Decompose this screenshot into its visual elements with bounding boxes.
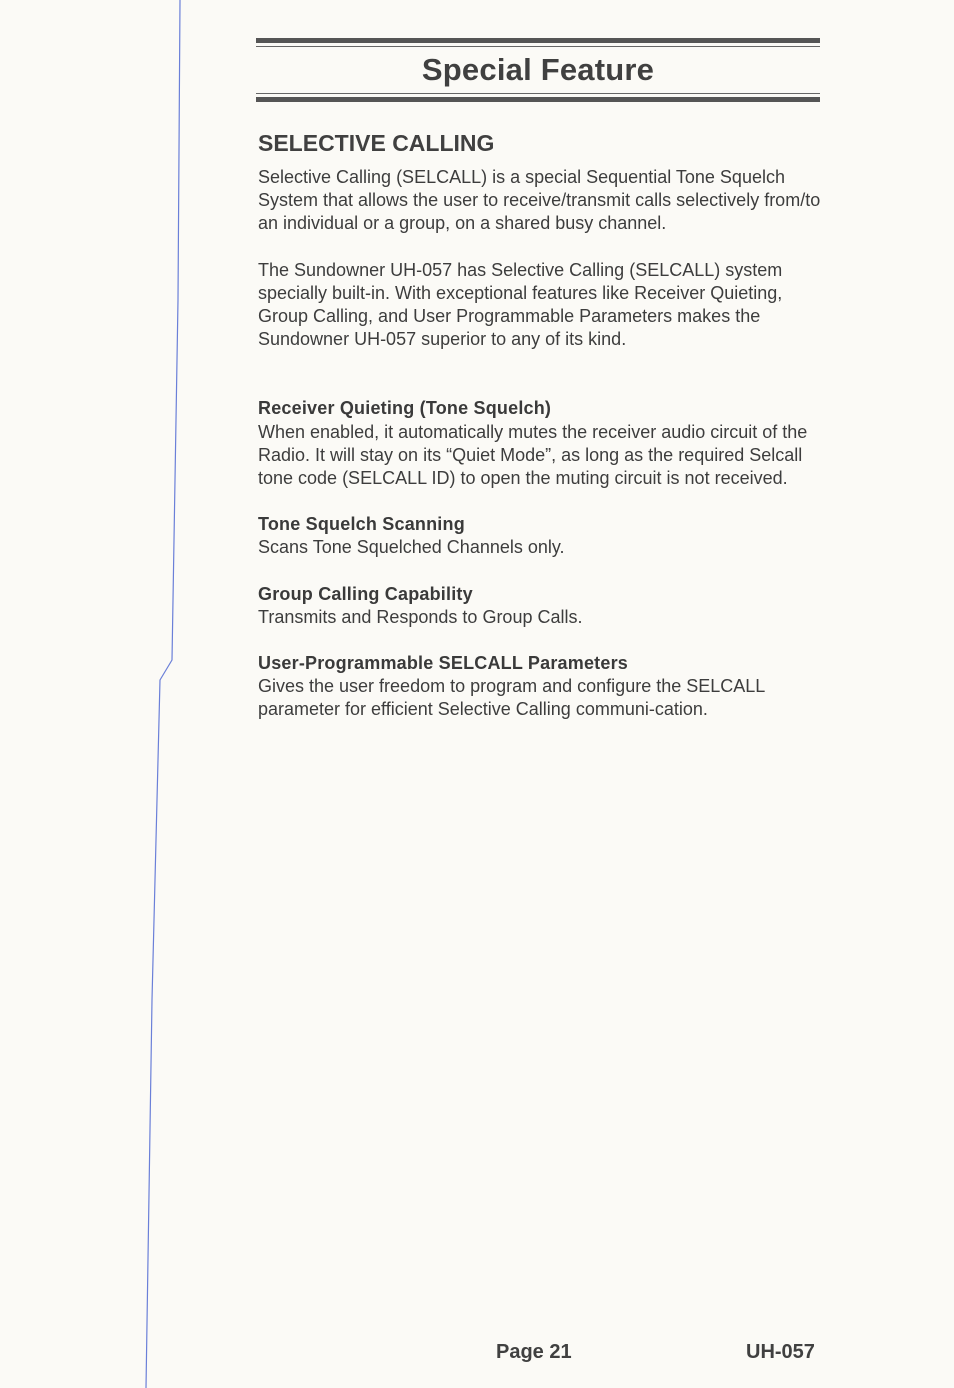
feature-description: Gives the user freedom to program and configure the SELCALL parameter for efficient Selective Calling communi-cation. — [258, 676, 765, 720]
model-code: UH-057 — [746, 1341, 815, 1363]
header-top-rule-thick — [256, 38, 820, 43]
intro-paragraph: Selective Calling (SELCALL) is a special Sequential Tone Squelch System that allows the user to receive/transmit calls selectively from/to an individual or a group, on a shared busy channel. — [258, 167, 821, 234]
feature-title: User-Programmable SELCALL Parameters — [258, 653, 629, 674]
header-bottom-rule-thin — [256, 93, 820, 94]
header-bottom-rule-thick — [256, 97, 820, 102]
page-content — [258, 128, 828, 745]
feature-title: Group Calling Capability — [258, 583, 473, 604]
feature-description: Transmits and Responds to Group Calls. — [258, 606, 583, 627]
feature-item — [258, 513, 828, 559]
feature-description: Scans Tone Squelched Channels only. — [258, 537, 565, 558]
feature-item — [258, 652, 828, 722]
page-title: Special Feature — [421, 52, 655, 87]
feature-item — [258, 397, 828, 490]
feature-item — [258, 583, 828, 629]
page-header — [256, 38, 820, 102]
section-heading: SELECTIVE CALLING — [258, 130, 495, 156]
feature-title: Receiver Quieting (Tone Squelch) — [258, 398, 552, 419]
page-number: Page 21 — [496, 1341, 572, 1363]
feature-list — [258, 397, 828, 721]
feature-description: When enabled, it automatically mutes the receiver audio circuit of the Radio. It will stay on its “Quiet Mode”, as long as the required Selcall tone code (SELCALL ID) to open the muting circuit is not received. — [258, 421, 808, 489]
product-paragraph: The Sundowner UH-057 has Selective Calling (SELCALL) system specially built-in. With exceptional features like Receiver Quieting, Group Calling, and User Programmable Parameters makes the Sundowner UH-057 superior to any of its kind. — [258, 259, 783, 350]
feature-title: Tone Squelch Scanning — [258, 514, 465, 535]
